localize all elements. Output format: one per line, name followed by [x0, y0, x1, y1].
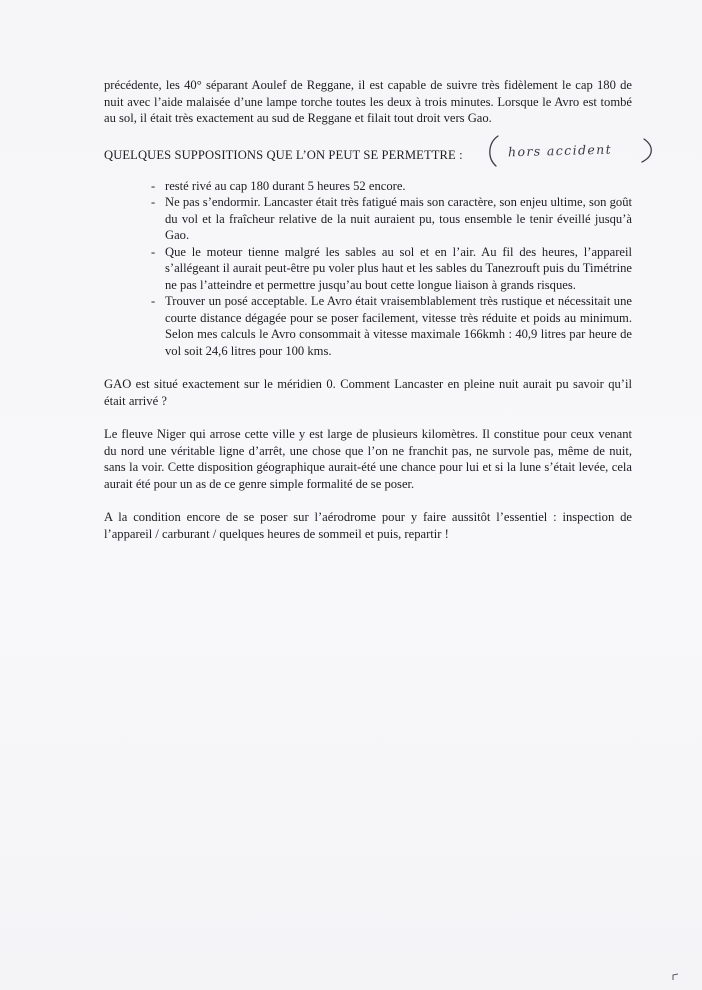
paragraph-niger: Le fleuve Niger qui arrose cette ville y est large de plusieurs kilomètres. Il constitue pour ceux venant du nord une véritable ligne d’arrêt, une chose que l’on ne franchit pas, ne survole pas, même de nuit, sans la voir. Cette disposition géographique aurait-été une chance pour lui et si la lune s’était levée, cela aurait été pour un as de ce genre simple formalité de se poser. — [104, 427, 632, 491]
bullet-dash: - — [151, 294, 156, 308]
handwritten-note: hors accident — [507, 141, 613, 159]
list-item — [151, 293, 632, 359]
bullet-dash: - — [151, 195, 156, 209]
bullet-dash: - — [151, 244, 156, 259]
list-item — [151, 194, 632, 244]
suppositions-list — [104, 178, 632, 360]
paragraph-intro: précédente, les 40° séparant Aoulef de Reggane, il est capable de suivre très fidèlement le cap 180 de nuit avec l’aide malaisée d’une lampe torche toutes les deux à trois minutes. Lorsque le Avro est tombé au sol, il était très exactement au sud de Reggane et filait tout droit vers Gao. — [104, 78, 632, 125]
paragraph-gao: GAO est situé exactement sur le méridien 0. Comment Lancaster en pleine nuit aurait pu savoir qu’il était arrivé ? — [104, 377, 632, 408]
suppositions-heading-row — [104, 141, 632, 166]
list-item-text: Que le moteur tienne malgré les sables au sol et en l’air. Au fil des heures, l’appareil s’allégeant il aurait peut-être pu voler plus haut et les sables du Tanezrouft puis du Timétrine ne pas l’atteindre et permettre jusqu’au bout cette longue liaison à grands risques. — [165, 244, 632, 292]
list-item-text: Ne pas s’endormir. Lancaster était très fatigué mais son caractère, son enjeu ultime, son goût du vol et la fraîcheur relative de la nuit auraient pu, tous ensemble le tenir éveillé jusqu’à Gao. — [165, 195, 632, 242]
list-item — [151, 178, 632, 195]
bullet-dash: - — [151, 178, 156, 193]
list-item-text: Trouver un posé acceptable. Le Avro était vraisemblablement très rustique et nécessitait une courte distance dégagée pour se poser facilement, vitesse très réduite et poids au minimum. Selon mes calculs le Avro consommait à vitesse maximale 166kmh : 40,9 litres par heure de vol soit 24,6 litres pour 100 kms. — [165, 294, 632, 358]
handwritten-annotation — [482, 134, 658, 168]
list-item — [151, 244, 632, 294]
list-item-text: resté rivé au cap 180 durant 5 heures 52 encore. — [165, 178, 406, 193]
paragraph-condition: A la condition encore de se poser sur l’aérodrome pour y faire aussitôt l’essentiel : inspection de l’appareil / carburant / quelques heures de sommeil et puis, repartir ! — [104, 510, 632, 541]
suppositions-heading: QUELQUES SUPPOSITIONS QUE L’ON PEUT SE PERMETTRE : — [104, 147, 463, 162]
document-body — [104, 77, 632, 542]
page-corner-mark-icon — [672, 973, 680, 981]
